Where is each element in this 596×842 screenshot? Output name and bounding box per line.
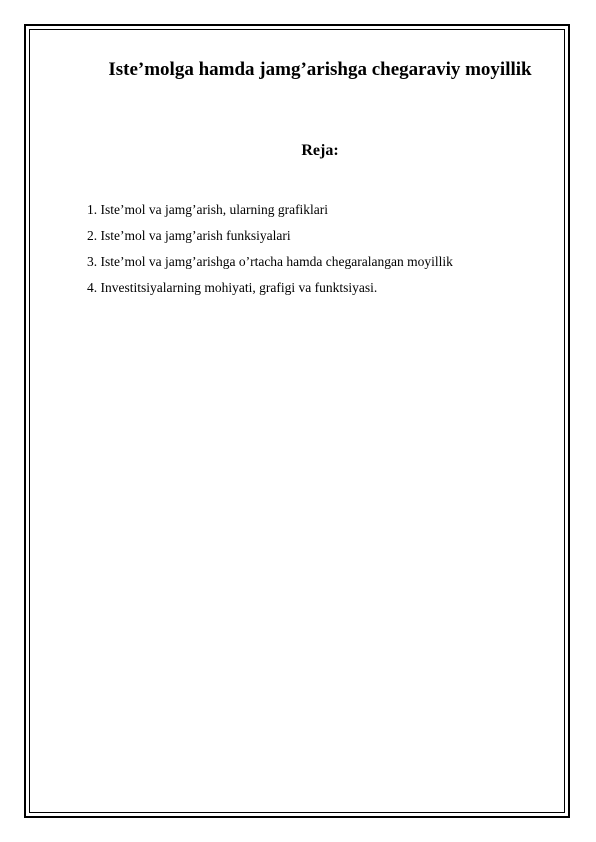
plan-item-1: 1. Iste’mol va jamg’arish, ularning grafiklari [87, 202, 329, 217]
plan-item-4: 4. Investitsiyalarning mohiyati, grafigi va funktsiyasi. [87, 280, 378, 295]
plan-item-3: 3. Iste’mol va jamg’arishga o’rtacha hamda chegaralangan moyillik [87, 254, 453, 269]
plan-list [87, 197, 453, 301]
plan-heading: Reja: [301, 142, 339, 159]
plan-item-2: 2. Iste’mol va jamg’arish funksiyalari [87, 228, 291, 243]
document-title: Iste’molga hamda jamg’arishga chegaraviy moyillik [108, 59, 532, 80]
